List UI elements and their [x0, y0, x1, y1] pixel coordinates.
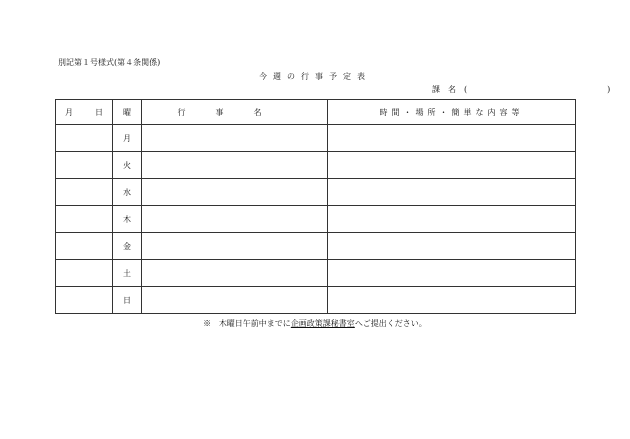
department-label: 課名 — [432, 85, 464, 94]
date-cell[interactable] — [56, 179, 113, 206]
date-cell[interactable] — [56, 233, 113, 260]
date-cell[interactable] — [56, 287, 113, 314]
header-details: 時間・場所・簡単な内容等 — [328, 100, 576, 125]
department-close-paren: ) — [607, 85, 611, 94]
event-cell[interactable] — [142, 233, 328, 260]
table-row — [56, 260, 576, 287]
header-date — [56, 100, 113, 125]
table-row — [56, 125, 576, 152]
event-cell[interactable] — [142, 125, 328, 152]
note-suffix: へご提出ください。 — [354, 319, 427, 328]
weekday-cell: 水 — [113, 179, 142, 206]
weekday-cell: 日 — [113, 287, 142, 314]
weekday-cell: 月 — [113, 125, 142, 152]
details-cell[interactable] — [328, 125, 576, 152]
form-number-label: 別記第１号様式(第４条関係) — [58, 58, 161, 67]
note-office: 企画政策課秘書室 — [290, 319, 355, 328]
event-cell[interactable] — [142, 152, 328, 179]
weekday-cell: 木 — [113, 206, 142, 233]
weekday-cell: 火 — [113, 152, 142, 179]
note-prefix: 木曜日午前中までに — [218, 319, 291, 328]
department-field — [432, 84, 610, 95]
event-cell[interactable] — [142, 206, 328, 233]
weekday-cell: 金 — [113, 233, 142, 260]
header-day: 日 — [95, 107, 103, 117]
weekday-cell: 土 — [113, 260, 142, 287]
details-cell[interactable] — [328, 179, 576, 206]
details-cell[interactable] — [328, 152, 576, 179]
table-row — [56, 152, 576, 179]
date-cell[interactable] — [56, 206, 113, 233]
details-cell[interactable] — [328, 206, 576, 233]
table-row — [56, 206, 576, 233]
header-weekday: 曜 — [113, 100, 142, 125]
details-cell[interactable] — [328, 233, 576, 260]
table-header-row — [56, 100, 576, 125]
page-title: 今週の行事予定表 — [259, 72, 371, 81]
details-cell[interactable] — [328, 287, 576, 314]
event-cell[interactable] — [142, 179, 328, 206]
event-cell[interactable] — [142, 260, 328, 287]
details-cell[interactable] — [328, 260, 576, 287]
date-cell[interactable] — [56, 125, 113, 152]
date-cell[interactable] — [56, 152, 113, 179]
note-mark: ※ — [203, 319, 212, 328]
header-event-name: 行事名 — [142, 100, 328, 125]
submission-note — [0, 318, 630, 329]
weekly-schedule-table — [55, 99, 576, 314]
table-row — [56, 179, 576, 206]
department-open-paren: ( — [464, 85, 468, 94]
header-month: 月 — [65, 107, 73, 117]
table-row — [56, 287, 576, 314]
table-row — [56, 233, 576, 260]
date-cell[interactable] — [56, 260, 113, 287]
event-cell[interactable] — [142, 287, 328, 314]
